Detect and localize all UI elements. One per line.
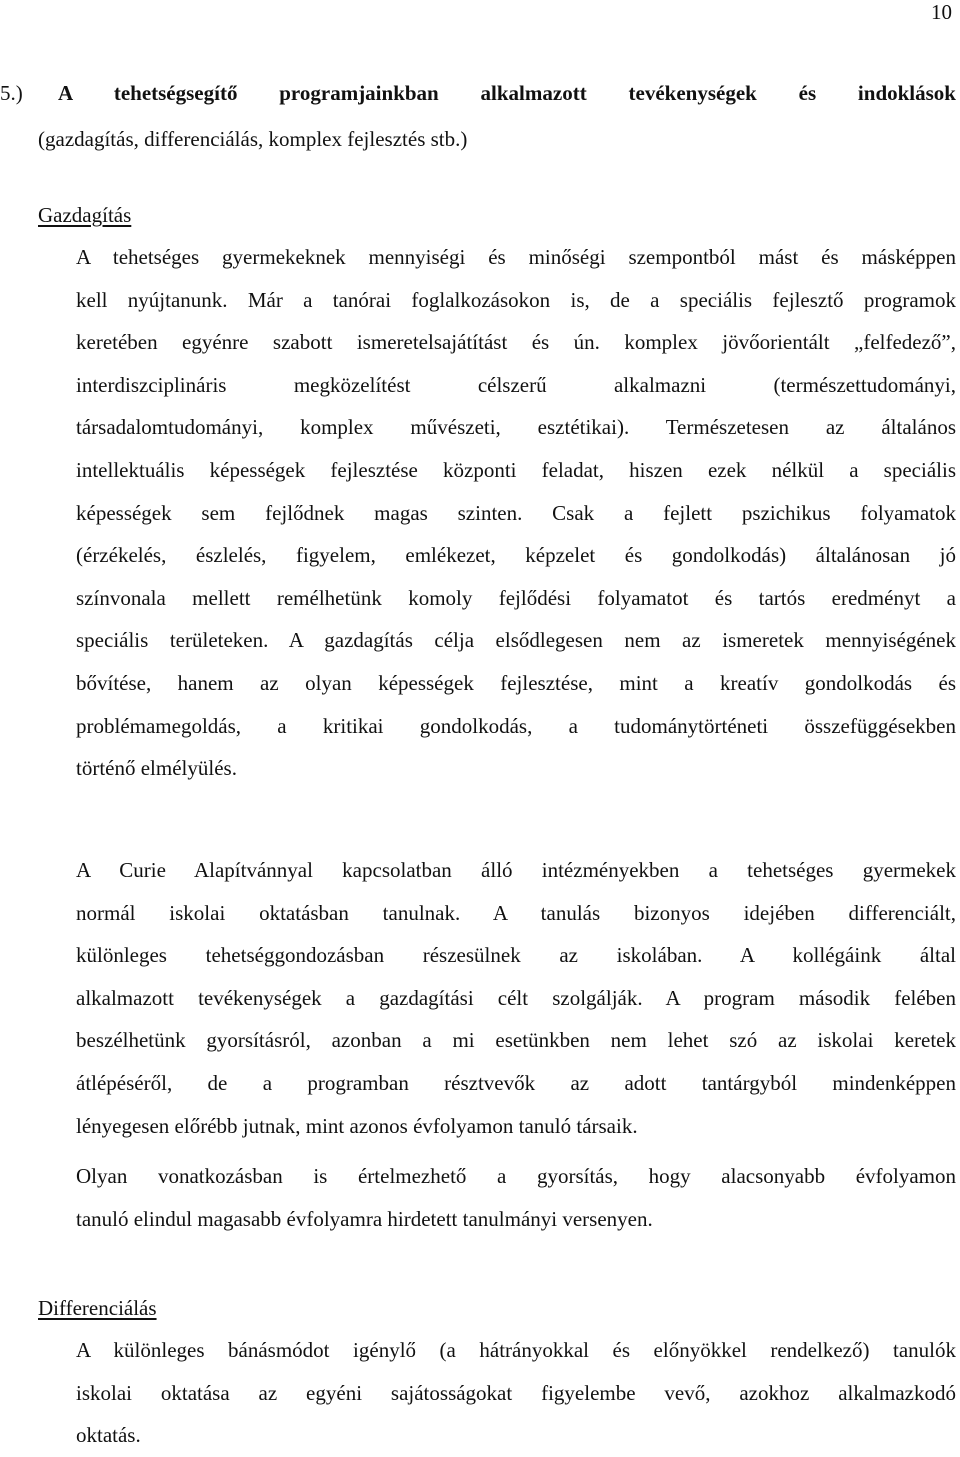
text-line: tanuló elindul magasabb évfolyamra hirdetett tanulmányi versenyen. <box>76 1206 653 1231</box>
text-line: társadalomtudományi, komplex művészeti, esztétikai). Természetesen az általános <box>76 415 956 440</box>
section-number: 5.) <box>0 81 23 105</box>
text-line: speciális területeken. A gazdagítás célja elsődlegesen nem az ismeretek mennyiségének <box>76 628 956 653</box>
text-line: A tehetséges gyermekeknek mennyiségi és minőségi szempontból mást és másképpen <box>76 245 956 269</box>
section-title: A tehetségsegítő programjainkban alkalmazott tevékenységek és indoklások <box>58 81 956 105</box>
text-line: átlépéséről, de a programban résztvevők az adott tantárgyból mindenképpen <box>76 1070 956 1095</box>
text-line: (érzékelés, észlelés, figyelem, emlékezet, képzelet és gondolkodás) általánosan jó <box>76 543 956 568</box>
text-line: lényegesen előrébb jutnak, mint azonos évfolyamon tanuló társaik. <box>76 1113 638 1138</box>
text-line: képességek sem fejlődnek magas szinten. Csak a fejlett pszichikus folyamatok <box>76 500 956 525</box>
paragraph-olyan <box>76 1155 956 1240</box>
paragraph-curie <box>76 849 956 1147</box>
text-line: intellektuális képességek fejlesztése központi feladat, hiszen ezek nélkül a speciális <box>76 457 956 482</box>
text-line: iskolai oktatása az egyéni sajátosságokat figyelembe vevő, azokhoz alkalmazkodó <box>76 1380 956 1405</box>
text-line: A különleges bánásmódot igénylő (a hátrányokkal és előnyökkel rendelkező) tanulók <box>76 1338 956 1362</box>
text-line: alkalmazott tevékenységek a gazdagítási célt szolgálják. A program második felében <box>76 985 956 1010</box>
text-line: interdiszciplináris megközelítést célszerű alkalmazni (természettudományi, <box>76 372 956 397</box>
text-line: Olyan vonatkozásban is értelmezhető a gyorsítás, hogy alacsonyabb évfolyamon <box>76 1164 956 1188</box>
text-line: kell nyújtanunk. Már a tanórai foglalkozásokon is, de a speciális fejlesztő programok <box>76 287 956 312</box>
section-title-continuation: (gazdagítás, differenciálás, komplex fejlesztés stb.) <box>38 127 468 151</box>
paragraph-gazdagitas <box>76 236 956 790</box>
text-line: beszélhetünk gyorsításról, azonban a mi esetünkben nem lehet szó az iskolai keretek <box>76 1028 956 1053</box>
page-number: 10 <box>931 0 952 24</box>
text-line: bővítése, hanem az olyan képességek fejlesztése, mint a kreatív gondolkodás és <box>76 670 956 695</box>
text-line: A Curie Alapítvánnyal kapcsolatban álló intézményekben a tehetséges gyermekek <box>76 858 956 882</box>
text-line: színvonala mellett remélhetünk komoly fejlődési folyamatot és tartós eredményt a <box>76 585 956 610</box>
text-line: keretében egyénre szabott ismeretelsajátítást és ún. komplex jövőorientált „felfedező”, <box>76 330 956 355</box>
text-line: különleges tehetséggondozásban részesülnek az iskolában. A kollégáink által <box>76 943 956 968</box>
text-line: problémamegoldás, a kritikai gondolkodás, a tudománytörténeti összefüggésekben <box>76 713 956 738</box>
text-line: történő elmélyülés. <box>76 756 237 781</box>
text-line: oktatás. <box>76 1423 141 1448</box>
text-line: normál iskolai oktatásban tanulnak. A tanulás bizonyos idejében differenciált, <box>76 900 956 925</box>
heading-gazdagitas: Gazdagítás <box>38 203 132 227</box>
paragraph-differencialas <box>76 1329 956 1457</box>
heading-differencialas: Differenciálás <box>38 1296 157 1320</box>
